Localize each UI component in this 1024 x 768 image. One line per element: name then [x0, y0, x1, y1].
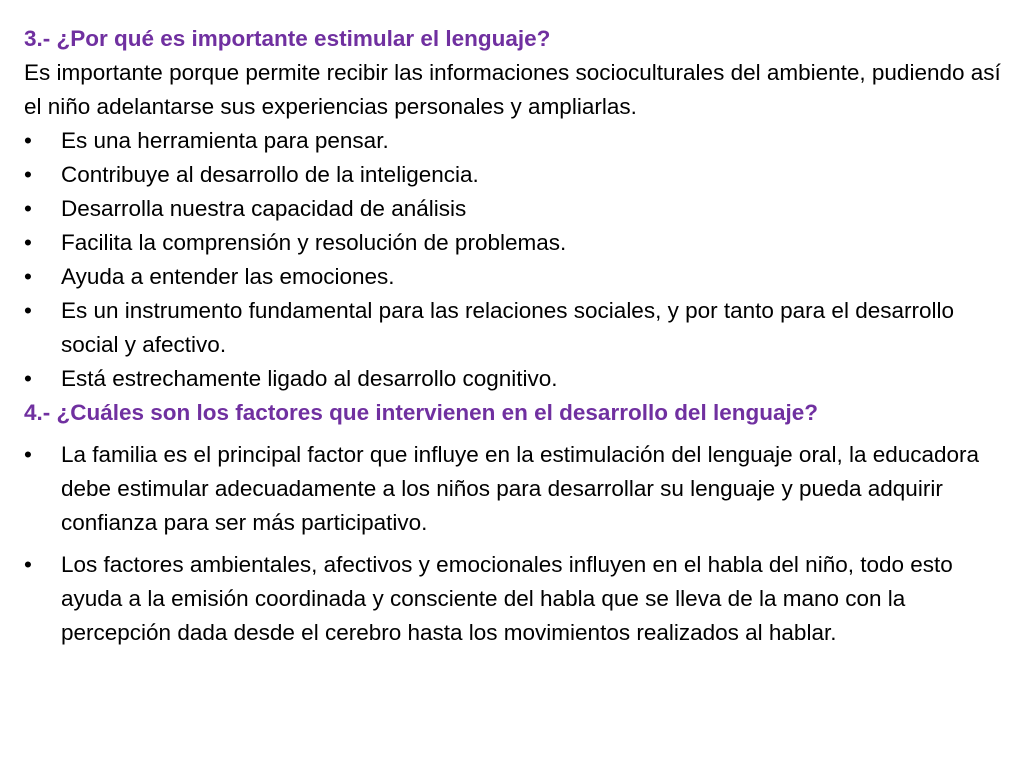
list-item	[24, 124, 1009, 158]
list-item	[24, 548, 1009, 650]
slide-content	[24, 22, 1009, 650]
list-item-text: Los factores ambientales, afectivos y emocionales influyen en el habla del niño, todo esto ayuda a la emisión coordinada y consciente del habla que se lleva de la mano con la percepción dada desde el cerebro hasta los movimientos realizados al hablar.	[61, 552, 953, 645]
bullet-icon: •	[24, 552, 32, 577]
list-item	[24, 260, 1009, 294]
list-item	[24, 438, 1009, 540]
section-3-heading: 3.- ¿Por qué es importante estimular el lenguaje?	[24, 26, 551, 51]
bullet-icon: •	[24, 162, 32, 187]
section-4-bullet-list	[24, 438, 1009, 650]
list-item-text: Desarrolla nuestra capacidad de análisis	[61, 196, 467, 221]
list-item	[24, 226, 1009, 260]
list-item	[24, 192, 1009, 226]
list-item	[24, 294, 1009, 362]
list-item-text: Ayuda a entender las emociones.	[61, 264, 395, 289]
list-item	[24, 158, 1009, 192]
list-item-text: La familia es el principal factor que influye en la estimulación del lenguaje oral, la educadora debe estimular adecuadamente a los niños para desarrollar su lenguaje y pueda adquirir confianza para ser más participativo.	[61, 442, 980, 535]
bullet-icon: •	[24, 128, 32, 153]
bullet-icon: •	[24, 298, 32, 323]
bullet-icon: •	[24, 230, 32, 255]
bullet-icon: •	[24, 366, 32, 391]
bullet-icon: •	[24, 264, 32, 289]
list-item	[24, 362, 1009, 396]
bullet-icon: •	[24, 442, 32, 467]
section-3-intro: Es importante porque permite recibir las informaciones socioculturales del ambiente, pudiendo así el niño adelantarse sus experiencias personales y ampliarlas.	[24, 60, 1001, 119]
list-item-text: Contribuye al desarrollo de la inteligencia.	[61, 162, 479, 187]
list-item-text: Está estrechamente ligado al desarrollo cognitivo.	[61, 366, 558, 391]
list-item-text: Facilita la comprensión y resolución de problemas.	[61, 230, 567, 255]
list-item-text: Es una herramienta para pensar.	[61, 128, 389, 153]
list-item-text: Es un instrumento fundamental para las relaciones sociales, y por tanto para el desarrollo social y afectivo.	[61, 298, 954, 357]
section-4-heading: 4.- ¿Cuáles son los factores que intervienen en el desarrollo del lenguaje?	[24, 400, 818, 425]
section-3-bullet-list	[24, 124, 1009, 396]
bullet-icon: •	[24, 196, 32, 221]
